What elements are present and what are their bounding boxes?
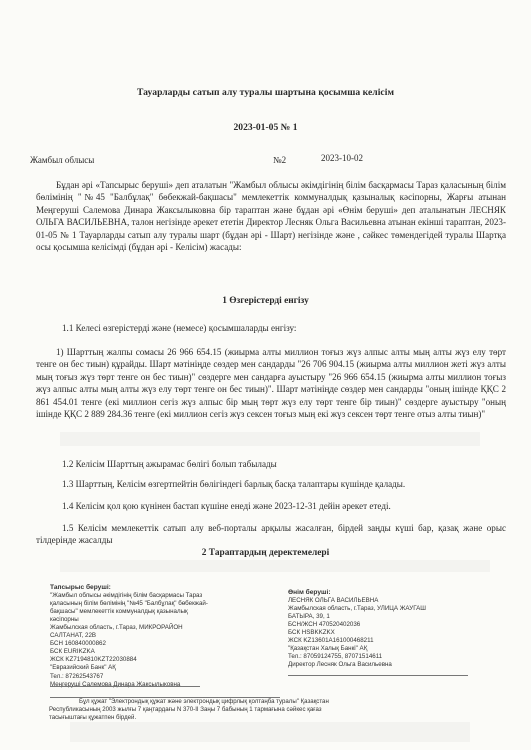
supplier-line: ЖСК KZ13601A161000468211 <box>288 637 374 645</box>
customer-line: Тел.: 87262543767 <box>50 672 104 680</box>
customer-line: бақшасы" мемлекеттік коммуналдық қазыналық <box>50 608 188 616</box>
supplier-line: Тел.: 87059124755, 87071514611 <box>288 653 383 661</box>
clause-1-1: 1.1 Келесі өзгерістерді және (немесе) қосымшаларды енгізу: <box>62 323 297 333</box>
customer-heading: Тапсырыс беруші: <box>50 584 111 591</box>
supplier-line: БСН/ЖСН 470520402036 <box>288 621 361 629</box>
customer-line: БСН 160840000862 <box>50 640 106 648</box>
clause-1-3: 1.3 Шарттың, Келісім өзгертпейтін бөлігіндегі барлық басқа талаптары күшінде қалады. <box>62 479 406 489</box>
supplier-line: Жамбылская область, г.Тараз, УЛИЦА ЖАУГАШ <box>288 605 426 613</box>
agreement-number: №2 <box>273 155 287 165</box>
customer-line: қаласының білім бөлімінің "№45 "Балбұлақ" бөбекжай- <box>50 600 208 608</box>
intro-paragraph: Бұдан әрі «Тапсырыс беруші» деп аталатын "Жамбыл облысы әкімдігінің білім басқармасы Тараз қаласының білім бөлімінің "№45 "Балбұлақ" бөбекжай-бақшасы" мемлекеттік коммуналдық қазыналық кәсіпорны, Жарғы атынан Меңгеруші Салемова Динара Жаксылыковна бір тараптан және бұдан әрі «Өнім беруші» деп аталынатын ЛЕСНЯК ОЛЬГА ВАСИЛЬЕВНА, талон негізінде әрекет ететін Директор Лесняк Ольга Васильевна атынан екінші тараптан, 2023-01-05 № 1 Тауарларды сатып алу туралы шарт (бұдан әрі - Шарт) негізінде және , сәйкес төмендегідей туралы Шартқа осы қосымша келісімді (бұдан әрі - Келісім) жасады: <box>36 180 506 253</box>
customer-line: "Евразийский Банк" АҚ <box>50 664 116 672</box>
bleed-through-shade <box>60 432 480 446</box>
document-number: 2023-01-05 № 1 <box>233 122 298 133</box>
footer-line: Республикасының 2003 жылғы 7 қаңтардағы N 370-II Заңы 7 бабының 1 тармағына сәйкес қағаз <box>49 706 322 713</box>
section-1-title: 1 Өзгерістерді енгізу <box>222 296 309 306</box>
section-2-title: 2 Тараптардың деректемелері <box>201 548 330 558</box>
clause-1-1-item-1: 1) Шарттың жалпы сомасы 26 966 654.15 (жиырма алты миллион тоғыз жүз алпыс алты мың алты жүз елу төрт тенге он бес тиын) құрайды. Шарт мәтініңде сөздер мен сандарды "26 706 904.15 (жиырма алты миллион жеті жүз алты мың тоғыз жүз төрт тенге он бес тиын)" сөздерге мен сандарға ауыстыру "26 966 654.15 (жиырма алты миллион тоғыз жүз алпыс алты мың алты жүз елу төрт тенге он бес тиын)". Шарт мәтініңде сөздер мен сандарды "оның ішінде ҚҚС 2 861 454.01 тенге (екі миллион сегіз жүз алпыс бір мың төрт жүз елу төрт тенге бір тиын)" сөздерге ауыстыру "оның ішінде ҚҚС 2 889 284.36 тенге (екі миллион сегіз жүз сексен тоғыз мың екі жүз сексен төрт тенге отыз алты тиын)" <box>36 347 506 420</box>
supplier-requisites <box>288 589 498 669</box>
document-title: Тауарларды сатып алу туралы шартына қосымша келісім <box>136 87 395 98</box>
supplier-line: БСК HSBKKZKX <box>288 629 335 637</box>
customer-line: "Жамбыл облысы әкімдігінің білім басқармасы Тараз <box>50 592 203 600</box>
customer-line: кәсіпорны <box>50 616 79 624</box>
customer-line: ЖСК KZ7194810KZT22030884 <box>50 656 137 664</box>
customer-signature-line <box>50 686 200 687</box>
clause-1-4: 1.4 Келісім қол қою күнінен бастап күшіне енеді және 2023-12-31 дейін әрекет етеді. <box>62 501 391 511</box>
customer-line: БСК EURIKZKA <box>50 648 95 656</box>
customer-line: Жамбылская область, г.Тараз, МИКРОРАЙОН <box>50 624 183 632</box>
bleed-through-shade <box>60 560 490 572</box>
footer-line: Бұл құжат "Электрондық құжат және электрондық цифрлық қолтаңба туралы" Қазақстан <box>79 698 329 705</box>
agreement-date: 2023-10-02 <box>321 153 363 163</box>
customer-requisites <box>50 584 270 689</box>
supplier-line: БАТЫРА, 39, 1 <box>288 613 330 621</box>
supplier-signatory: Директор Лесняк Ольга Васильевна <box>288 661 392 669</box>
supplier-line: ЛЕСНЯК ОЛЬГА ВАСИЛЬЕВНА <box>288 597 379 605</box>
supplier-heading: Өнім беруші: <box>288 589 331 596</box>
clause-1-2: 1.2 Келісім Шарттың ажырамас бөлігі болып табылады <box>62 459 277 469</box>
customer-signatory: Меңгеруші Салемова Динара Жаксылыковна <box>50 680 181 688</box>
footer-line: тасығыштағы құжатпен бірдей. <box>49 714 137 721</box>
customer-line: САЛТАНАТ, 22В <box>50 632 97 640</box>
supplier-signature-line <box>288 675 468 676</box>
bleed-through-shade <box>70 722 470 742</box>
legal-footer <box>49 698 469 722</box>
clause-1-5: 1.5 Келісім мемлекеттік сатып алу веб-порталы арқылы жасалған, бірдей заңды күші бар, қазақ және орыс тілдерінде жасалды <box>36 523 506 546</box>
supplier-line: "Қазақстан Халық Банкі" АҚ <box>288 645 368 653</box>
region-label: Жамбыл облысы <box>30 155 95 165</box>
